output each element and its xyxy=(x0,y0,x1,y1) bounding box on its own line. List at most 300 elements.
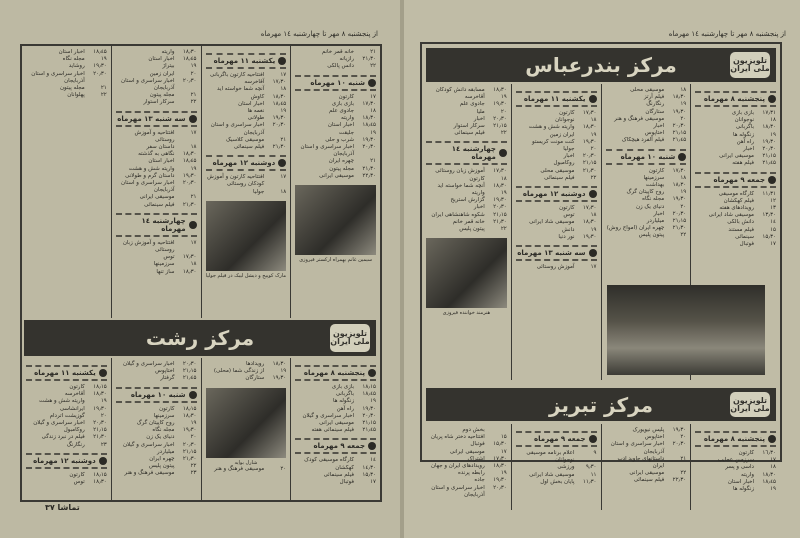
program-time: ۱۹٫۳۰ xyxy=(672,196,687,203)
program-time: ۹ xyxy=(593,450,597,456)
program-item xyxy=(116,406,197,413)
program-time: ۱۵ xyxy=(500,434,507,441)
bullet-icon xyxy=(589,435,597,443)
program-time: ۱۹٫۳۰ xyxy=(182,172,197,179)
program-time: ۱۸٫۳۰ xyxy=(182,268,197,275)
day-heading xyxy=(295,438,376,454)
program-title: جادوی علم xyxy=(459,101,485,108)
program-item xyxy=(295,115,376,122)
bullet-icon xyxy=(368,442,376,450)
program-item xyxy=(26,442,107,449)
program-time: ۱۹ xyxy=(100,398,107,405)
program-title: نوجوانان xyxy=(555,117,575,124)
program-time: ۱۸ xyxy=(680,174,687,181)
program-item xyxy=(606,109,687,116)
program-title: سرکار استوار xyxy=(453,123,485,130)
program-item xyxy=(606,225,687,232)
program-title: فیلم سینمائی xyxy=(144,201,175,208)
program-time: ۹٫۳۰ xyxy=(585,464,597,471)
schedule-column xyxy=(690,424,780,510)
tabriz-schedule xyxy=(422,424,780,510)
bullet-icon xyxy=(589,95,597,103)
program-time: ۱۷٫۳۰ xyxy=(582,110,597,116)
program-item xyxy=(516,234,597,241)
program-item xyxy=(516,168,597,175)
program-title: فوتبال xyxy=(339,479,354,486)
program-title: مجله پیتون xyxy=(329,165,354,172)
program-title: خانه قمر خانم xyxy=(321,49,354,55)
program-item xyxy=(116,240,197,254)
program-title: دانش بالکی xyxy=(727,219,754,226)
program-time: ۲۰ xyxy=(190,70,197,77)
program-title: کارتون xyxy=(69,471,85,478)
program-title: از زندگی شما (محلی) xyxy=(213,368,265,375)
bullet-icon xyxy=(278,159,286,167)
program-item xyxy=(116,151,197,158)
program-item xyxy=(26,479,107,486)
program-item xyxy=(606,456,687,470)
program-title: گوزیشت اتردام xyxy=(49,412,85,419)
day-label: شنبه ۱۰ مهرماه xyxy=(130,390,186,399)
program-title: ستارگان xyxy=(245,375,265,382)
program-item xyxy=(695,146,776,153)
program-photo xyxy=(206,201,287,271)
program-title: رویدادها xyxy=(245,361,265,367)
program-time: ۱۱٫۳۱ xyxy=(762,190,776,197)
schedule-column xyxy=(511,424,601,510)
program-time: ۲۱٫۱۵ xyxy=(762,153,776,160)
program-time: ۱۹ xyxy=(370,129,376,136)
program-time: ۱۸ xyxy=(680,87,687,93)
program-title: افتتاحیه کارتون باگربانی xyxy=(210,72,265,78)
program-title: داستان گرم و طولانی xyxy=(125,172,175,179)
day-heading xyxy=(516,245,597,261)
bullet-icon xyxy=(768,95,776,103)
program-title: اخبار سراسری و استان آذربایجان xyxy=(121,77,175,92)
program-item xyxy=(516,124,597,131)
program-photo xyxy=(295,185,376,255)
program-item xyxy=(26,56,107,63)
program-item xyxy=(516,264,597,271)
program-title: روکامبول xyxy=(553,160,575,167)
program-time: ۱۸ xyxy=(770,117,776,124)
program-time: ۱۵ xyxy=(770,226,776,233)
program-item xyxy=(606,434,687,441)
program-item xyxy=(695,234,776,241)
day-label: شنبه ۱۰ مهرماه xyxy=(310,78,365,87)
day-heading xyxy=(116,387,197,403)
program-title: فیلم آلفرد هیچکاک xyxy=(621,137,665,144)
program-item xyxy=(426,176,507,183)
program-title: گزارش استریح xyxy=(450,197,485,204)
program-time: ۱۷٫۳۰ xyxy=(582,205,597,212)
program-title: بازی بازی xyxy=(331,384,354,390)
program-title: کارتون xyxy=(648,167,665,174)
bullet-icon xyxy=(99,457,107,465)
program-item xyxy=(206,122,287,136)
program-title: سینمائی xyxy=(735,233,754,240)
program-title: اخبار استان xyxy=(238,100,265,107)
program-title: کارتون xyxy=(559,110,575,116)
program-time: ۱۹٫۳۰ xyxy=(493,101,507,108)
program-item xyxy=(426,212,507,219)
program-item xyxy=(606,101,687,108)
program-title: واریته xyxy=(341,115,354,122)
program-time: ۲۱ xyxy=(190,194,197,201)
program-title: فیلم سینمائی xyxy=(633,477,665,484)
bullet-icon xyxy=(589,249,597,257)
program-item xyxy=(116,449,197,456)
program-item xyxy=(116,99,197,106)
program-item xyxy=(26,71,107,85)
program-item xyxy=(516,472,597,479)
program-photo xyxy=(426,238,507,308)
program-item xyxy=(116,78,197,92)
program-title: توس xyxy=(163,254,175,261)
program-title: دنیای یک زن xyxy=(635,203,665,210)
program-item xyxy=(26,434,107,441)
program-time: ۱۸ xyxy=(590,117,597,124)
program-time: ۲۲ xyxy=(500,226,507,233)
program-time: ۱۹٫۳۰ xyxy=(672,427,687,433)
photo-caption: شارل بوایه xyxy=(234,459,258,466)
program-time: ۱۸٫۳۰ xyxy=(93,391,107,398)
program-title: زنگوله ها xyxy=(732,131,754,138)
program-item xyxy=(606,175,687,182)
program-title: فیلم سینمائی هفته xyxy=(311,427,354,434)
day-heading xyxy=(26,365,107,381)
program-time: ۱۸٫۳۰ xyxy=(582,219,597,226)
program-item xyxy=(516,450,597,464)
photo-caption: هنرمند خواننده فیروزی xyxy=(442,310,491,317)
program-title: کارتون xyxy=(559,205,575,212)
program-time: ۲۰ xyxy=(680,203,687,210)
program-item xyxy=(426,94,507,101)
program-time: ۱۹ xyxy=(100,56,107,63)
schedule-column xyxy=(601,424,691,510)
program-time: ۲۰٫۳۰ xyxy=(182,77,197,84)
program-item xyxy=(116,361,197,368)
program-time: ۱۸٫۳۰ xyxy=(672,94,687,101)
program-item xyxy=(116,413,197,420)
program-title: موسیقی ایرانی xyxy=(319,172,354,179)
program-title: رنگارنگ xyxy=(66,441,85,448)
program-time: ۱٤ xyxy=(770,219,776,226)
program-time: ۱۵٫۳۰ xyxy=(493,441,507,448)
right-page xyxy=(404,0,800,538)
program-time: ۱۷ xyxy=(590,264,597,271)
program-title: کارتون xyxy=(738,450,754,456)
bandar-abbas-title: مرکز بندرعباس xyxy=(525,53,677,77)
program-time: ۱۸ xyxy=(770,464,776,471)
program-title: کارتون xyxy=(159,405,175,412)
program-title: اخبار xyxy=(653,123,665,130)
program-time: ۱۹ xyxy=(500,470,507,477)
schedule-continued xyxy=(22,46,380,318)
program-item xyxy=(426,470,507,477)
program-title: مسابقه دانش کودکان xyxy=(435,87,485,93)
program-item xyxy=(695,110,776,117)
program-time: ۱۸٫۳۰ xyxy=(762,471,776,478)
program-item xyxy=(426,441,507,448)
program-time: ۲۱ xyxy=(370,49,376,55)
program-time: ۱۸٫۱۵ xyxy=(93,471,107,478)
program-item xyxy=(426,485,507,499)
program-item xyxy=(26,85,107,92)
program-title: روشاید xyxy=(68,63,85,70)
program-title: افتتاحیه و آموزش زبان روستائی xyxy=(122,239,175,254)
day-heading xyxy=(206,155,287,171)
program-item xyxy=(206,144,287,151)
program-time: ۱۸ xyxy=(500,175,507,182)
program-time: ۱۹ xyxy=(590,226,597,233)
program-item xyxy=(116,470,197,477)
program-time: ۱۱ xyxy=(590,471,597,478)
program-time: ۲۰ xyxy=(680,115,687,122)
program-time: ۱۹٫۳۰ xyxy=(362,136,376,143)
program-time: ۲۱٫۳۰ xyxy=(182,456,197,463)
program-time: ۲۰٫۳۰ xyxy=(182,361,197,367)
program-title: فوتبال xyxy=(739,241,754,248)
program-time: ۱۹ xyxy=(190,420,197,427)
program-item xyxy=(295,472,376,479)
program-time: ۲۲ xyxy=(680,232,687,239)
program-title: اخبار سراسری و گیلان xyxy=(122,361,175,367)
program-title: میلیاردر xyxy=(646,218,665,225)
day-label: یکشنبه ۱۱ مهرماه xyxy=(523,95,586,103)
program-time: ۲۰٫۳۰ xyxy=(272,122,287,129)
program-item xyxy=(426,116,507,123)
program-title: موسیقی کلاسیک xyxy=(225,136,265,143)
program-item xyxy=(426,456,507,463)
program-time: ۲۰٫۳۰ xyxy=(672,210,687,217)
program-title: آقاخرسه xyxy=(464,94,485,101)
program-time: ۱۷ xyxy=(370,93,376,100)
program-title: نگاهی به گذشته xyxy=(138,151,175,158)
program-time: ۱۸ xyxy=(190,144,197,151)
program-item xyxy=(516,464,597,471)
day-label: شنبه ۱۰ مهرماه xyxy=(620,152,676,161)
program-title: موسیقی ایرانی xyxy=(629,470,665,477)
program-item xyxy=(295,398,376,405)
program-time: ۲۰٫۳۰ xyxy=(93,70,107,77)
program-title: کارتون xyxy=(69,384,85,390)
program-time: ۱۸٫۱۵ xyxy=(362,384,376,390)
program-title: رویدادهای هفته xyxy=(719,205,754,212)
program-item xyxy=(426,183,507,190)
program-title: اخبار سراسری و استان آذربایجان xyxy=(31,70,85,84)
program-time: ۱۸٫۳۰ xyxy=(582,124,597,131)
program-item xyxy=(426,123,507,130)
program-time: ۲۱٫۳۰ xyxy=(93,434,107,441)
program-time: ۲۱٫۱۵ xyxy=(93,427,107,434)
program-title: موسیقی ایرانی xyxy=(139,194,175,201)
program-time: ۱۹ xyxy=(590,131,597,138)
program-time: ۱۹ xyxy=(680,189,687,196)
program-time: ۱۸٫۱۵ xyxy=(182,405,197,412)
program-title: راه آهن xyxy=(736,138,754,145)
program-item xyxy=(295,457,376,464)
program-title: باگربانی xyxy=(335,391,354,398)
program-time: ۱۸٫۳۰ xyxy=(493,182,507,189)
day-label: دوشنبه ۱۲ مهرماه xyxy=(33,456,96,465)
day-label: چهارشنبه ۱٤ مهرماه xyxy=(451,145,496,162)
program-time: ۱۸٫۳۰ xyxy=(272,361,287,367)
program-time: ۱۵٫۳۰ xyxy=(362,471,376,478)
program-title: دنیای یک زن xyxy=(146,434,175,441)
program-time: ۲۰٫۳۰ xyxy=(493,115,507,122)
program-time: ۱۷ xyxy=(370,479,376,486)
program-time: ۲۰٫۳۰ xyxy=(493,484,507,491)
program-time: ۲۱٫۳۰ xyxy=(362,56,376,63)
program-time: ۱۹٫۳۰ xyxy=(762,138,776,145)
program-title: واریته شش و هشت xyxy=(128,165,175,172)
program-item xyxy=(206,189,287,196)
program-time: ۲۲ xyxy=(190,463,197,470)
program-item xyxy=(295,144,376,158)
program-title: اخبار xyxy=(653,210,665,217)
program-time: ۲۱ xyxy=(680,455,687,462)
program-title: موسیقی ایرانی xyxy=(449,448,485,455)
schedule-column xyxy=(111,358,201,500)
day-heading xyxy=(695,91,776,107)
program-title: موسیقی ایرانی xyxy=(319,420,354,427)
program-title: چهره ایران xyxy=(149,456,175,463)
program-item xyxy=(695,124,776,131)
bullet-icon xyxy=(368,79,376,87)
program-title: آموزش روستائی xyxy=(536,264,575,271)
program-title: خانه قمر خانم xyxy=(452,218,485,225)
program-item xyxy=(695,139,776,146)
program-time: ۲۱٫۳۰ xyxy=(182,201,197,208)
program-item xyxy=(695,227,776,234)
day-label: دوشنبه ۱۲ مهرماه xyxy=(212,159,276,168)
program-time: ۱۸ xyxy=(190,261,197,268)
program-title: اخبار استان xyxy=(327,122,354,129)
program-item xyxy=(295,413,376,420)
program-item xyxy=(116,269,197,276)
program-time: ۱۸ xyxy=(280,188,287,195)
program-title: توس xyxy=(73,479,85,486)
program-item xyxy=(206,137,287,144)
program-title: فیلم کهکشان xyxy=(723,197,754,204)
bullet-icon xyxy=(189,221,197,229)
program-title: رنگارنگ xyxy=(646,101,665,108)
program-time: ۲۱٫۱۵ xyxy=(672,130,687,137)
program-time: ۱۹ xyxy=(370,398,376,405)
program-title: اخبار سراسری و استان آذربایجان xyxy=(121,180,175,194)
program-item xyxy=(206,115,287,122)
program-item xyxy=(426,168,507,175)
program-item xyxy=(116,434,197,441)
program-title: مجله پیتون xyxy=(60,85,85,92)
program-title: فیلم سینمائی xyxy=(544,174,575,181)
program-title: اخبار سراسری و گیلان xyxy=(33,420,85,427)
program-time: ۱۸٫٤۵ xyxy=(93,49,107,55)
program-title: موسیقی شاد ایرانی xyxy=(529,219,575,226)
bullet-icon xyxy=(768,176,776,184)
program-item xyxy=(206,101,287,108)
program-item xyxy=(295,420,376,427)
program-item xyxy=(295,406,376,413)
photo-caption: مارک کوپیج و دیشل لیبک در فیلم جولیا xyxy=(205,272,287,279)
schedule-column xyxy=(290,46,380,318)
program-title: بازی بازی xyxy=(731,110,754,116)
program-time: ۲۱٫۳۰ xyxy=(582,167,597,174)
program-item xyxy=(116,158,197,165)
program-item xyxy=(695,219,776,226)
program-title: فیلم سینمائی xyxy=(454,130,485,137)
program-title: ایران زمین xyxy=(149,70,175,77)
program-title: کهکشان xyxy=(335,464,354,471)
program-time: ۱۹٫۳۰ xyxy=(672,108,687,115)
program-title: مجله نگاه xyxy=(62,56,85,63)
program-title: پیتون پلیس xyxy=(638,232,665,239)
program-title: پیتون پلیس xyxy=(148,463,175,470)
program-item xyxy=(295,63,376,70)
program-time: ۲۱٫۳۰ xyxy=(272,144,287,151)
program-title: شکوه شاهنشاهی ایران xyxy=(431,211,485,218)
program-item xyxy=(206,86,287,93)
program-time: ۱۸٫۳۰ xyxy=(182,49,197,55)
photo-caption: سیمین غانم بهمراه ارکستر فیروزی xyxy=(299,257,373,264)
program-time: ۲۱ xyxy=(280,136,287,143)
bullet-icon xyxy=(99,369,107,377)
program-item xyxy=(426,204,507,211)
program-item xyxy=(295,94,376,101)
program-time: ۲۰ xyxy=(280,465,287,472)
program-title: زنگوله ها xyxy=(732,486,754,493)
program-item xyxy=(116,442,197,449)
day-label: پنجشنبه ۸ مهرماه xyxy=(703,435,765,443)
program-title: کارگاه موسیقی کودک xyxy=(304,457,354,464)
program-title: پهلوانان xyxy=(67,92,85,99)
program-title: افتتاحیه دختر شاه پریان xyxy=(430,434,485,441)
program-item xyxy=(26,413,107,420)
program-title: داستانهای جاوید ادب ایران xyxy=(617,455,665,470)
program-title: جاده xyxy=(474,477,485,484)
program-title: داستان سفر xyxy=(146,144,175,151)
program-item xyxy=(695,153,776,160)
program-title: بهداشت xyxy=(645,182,665,189)
program-item xyxy=(516,212,597,219)
program-time: ۲۱٫٤۵ xyxy=(762,160,776,167)
program-item xyxy=(295,108,376,115)
program-title: توس xyxy=(563,212,575,219)
program-item xyxy=(695,457,776,464)
program-title: پیتون پلیس xyxy=(459,226,485,233)
program-time: ۲۱٫٤۵ xyxy=(362,427,376,434)
program-time: ۱۳٫۳۰ xyxy=(762,212,776,219)
program-title: اخبار سراسری و استان آذربایجان xyxy=(300,144,354,158)
program-time: ۲۱٫٤۵ xyxy=(182,375,197,382)
tv-logo: تلویزیون ملی ایران xyxy=(330,324,370,352)
program-time: ۱۸ xyxy=(280,86,287,93)
program-item xyxy=(116,456,197,463)
program-title: آقاخرسه xyxy=(64,391,85,398)
program-item xyxy=(695,479,776,486)
program-title: سرزمینها xyxy=(153,261,175,268)
program-title: دانش xyxy=(561,226,575,233)
program-item xyxy=(116,63,197,70)
program-title: سرزمینها xyxy=(153,412,175,419)
program-item xyxy=(695,191,776,198)
day-label: جمعه ۹ مهرماه xyxy=(713,175,765,184)
program-time: ۱۹ xyxy=(500,94,507,101)
program-time: ۲۲ xyxy=(190,99,197,106)
schedule-column xyxy=(422,84,511,380)
program-item xyxy=(695,205,776,212)
